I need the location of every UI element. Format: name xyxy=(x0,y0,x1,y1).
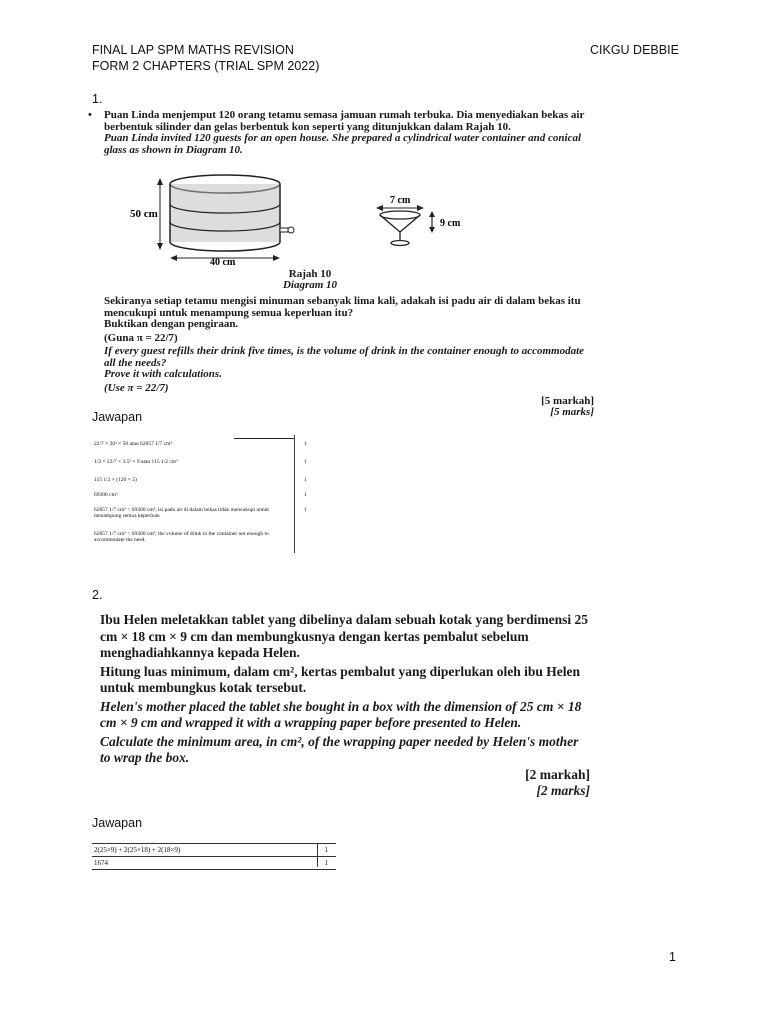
answer-1-mark: 1 xyxy=(304,477,307,483)
q1-english-intro: Puan Linda invited 120 guests for an open house. She prepared a cylindrical water container and conical glass as shown in Diagram 10. xyxy=(104,132,582,156)
answer-1-row: 62857 1/7 cm³ < 69300 cm³, isi padu air di dalam bekas tidak mencukupi untuk menampung semua keperluan xyxy=(94,507,269,519)
diagram-10 xyxy=(130,170,490,295)
header-subtitle: FORM 2 CHAPTERS (TRIAL SPM 2022) xyxy=(92,59,320,73)
answer-2-label: Jawapan xyxy=(92,816,143,830)
cylinder-and-cone-figure xyxy=(130,170,490,270)
answer-1-row: 1/3 × 22/7 × 3.5² × 9 atau 115 1/2 cm³ xyxy=(94,459,178,465)
q1-malay-prove: Buktikan dengan pengiraan. xyxy=(104,318,239,330)
question-1-number: 1. xyxy=(92,92,103,106)
q1-marks-english: [5 marks] xyxy=(550,406,594,418)
question-1-text xyxy=(88,109,594,156)
answer-1-scheme xyxy=(94,435,314,555)
q2-english-question: Calculate the minimum area, in cm², of the wrapping paper needed by Helen's mother to wrap the box. xyxy=(100,733,579,765)
q2-malay: Ibu Helen meletakkan tablet yang dibelinya dalam sebuah kotak yang berdimensi 25 cm × 18 cm × 9 cm dan membungkusnya dengan kertas pembalut sebelum menghadiahkannya kepada Helen. xyxy=(100,612,588,660)
answer-2-result: 1674 xyxy=(94,859,108,867)
answer-2-working: 2(25×9) + 2(25×18) + 2(18×9) xyxy=(94,846,181,854)
answer-1-mark: 1 xyxy=(304,507,307,513)
answer-1-row: 22/7 × 20² × 50 atau 62857 1/7 cm³ xyxy=(94,441,172,447)
answer-1-mark: 1 xyxy=(304,492,307,498)
answer-1-row: 115 1/2 × (120 × 5) xyxy=(94,477,137,483)
q1-english-use-pi: (Use π = 22/7) xyxy=(104,381,169,394)
q1-malay-intro: Puan Linda menjemput 120 orang tetamu semasa jamuan rumah terbuka. Dia menyediakan bekas air berbentuk silinder dan gelas berbentuk kon seperti yang ditunjukkan dalam Rajah 10. xyxy=(104,109,585,133)
cone-height-label: 9 cm xyxy=(440,218,461,229)
question-2-number: 2. xyxy=(92,588,103,602)
answer-1-row: 69300 cm³ xyxy=(94,492,118,498)
cylinder-shape xyxy=(170,175,294,251)
page-number: 1 xyxy=(669,950,676,964)
q1-malay-use-pi: (Guna π = 22/7) xyxy=(104,331,178,344)
cone-glass-shape xyxy=(376,205,435,246)
cylinder-width-label: 40 cm xyxy=(210,257,236,268)
header-author: CIKGU DEBBIE xyxy=(590,43,679,57)
q1-malay-question: Sekiranya setiap tetamu mengisi minuman sebanyak lima kali, adakah isi padu air di dalam bekas itu mencukupi untuk menampung semua keperluan itu? xyxy=(104,295,581,319)
answer-1-mark: 1 xyxy=(304,459,307,465)
answer-1-row: 62857 1/7 cm³ < 69300 cm³, the volume of drink in the container not enough to accommodate the need. xyxy=(94,531,269,543)
answer-2-scheme xyxy=(92,843,336,870)
caption-malay: Rajah 10 xyxy=(288,268,332,280)
q2-marks-malay: [2 markah] xyxy=(525,766,590,782)
answer-1-mark: 1 xyxy=(304,441,307,447)
cone-diameter-label: 7 cm xyxy=(390,195,411,206)
bullet-icon: • xyxy=(88,109,92,121)
header-title: FINAL LAP SPM MATHS REVISION xyxy=(92,43,294,57)
header-left xyxy=(92,42,319,74)
q1-english-question: If every guest refills their drink five times, is the volume of drink in the container enough to accommodate all the needs? xyxy=(104,345,585,369)
q1-english-prove: Prove it with calculations. xyxy=(104,368,222,380)
q2-malay-question: Hitung luas minimum, dalam cm², kertas pembalut yang diperlukan oleh ibu Helen untuk membungkus kotak tersebut. xyxy=(100,663,580,695)
question-1-prompt xyxy=(94,296,594,418)
question-2-text xyxy=(100,612,590,799)
cylinder-height-label: 50 cm xyxy=(130,208,158,220)
answer-2-row xyxy=(92,843,336,857)
q2-marks-english: [2 marks] xyxy=(536,782,590,798)
caption-english: Diagram 10 xyxy=(282,279,338,291)
answer-2-row xyxy=(92,857,336,870)
answer-2-mark: 1 xyxy=(324,859,328,867)
q2-english: Helen's mother placed the tablet she bought in a box with the dimension of 25 cm × 18 cm × 9 cm and wrapped it with a wrapping paper before presented to Helen. xyxy=(100,698,582,730)
q1-marks-malay: [5 markah] xyxy=(541,395,594,407)
answer-1-label: Jawapan xyxy=(92,410,143,424)
answer-2-mark: 1 xyxy=(324,846,328,854)
